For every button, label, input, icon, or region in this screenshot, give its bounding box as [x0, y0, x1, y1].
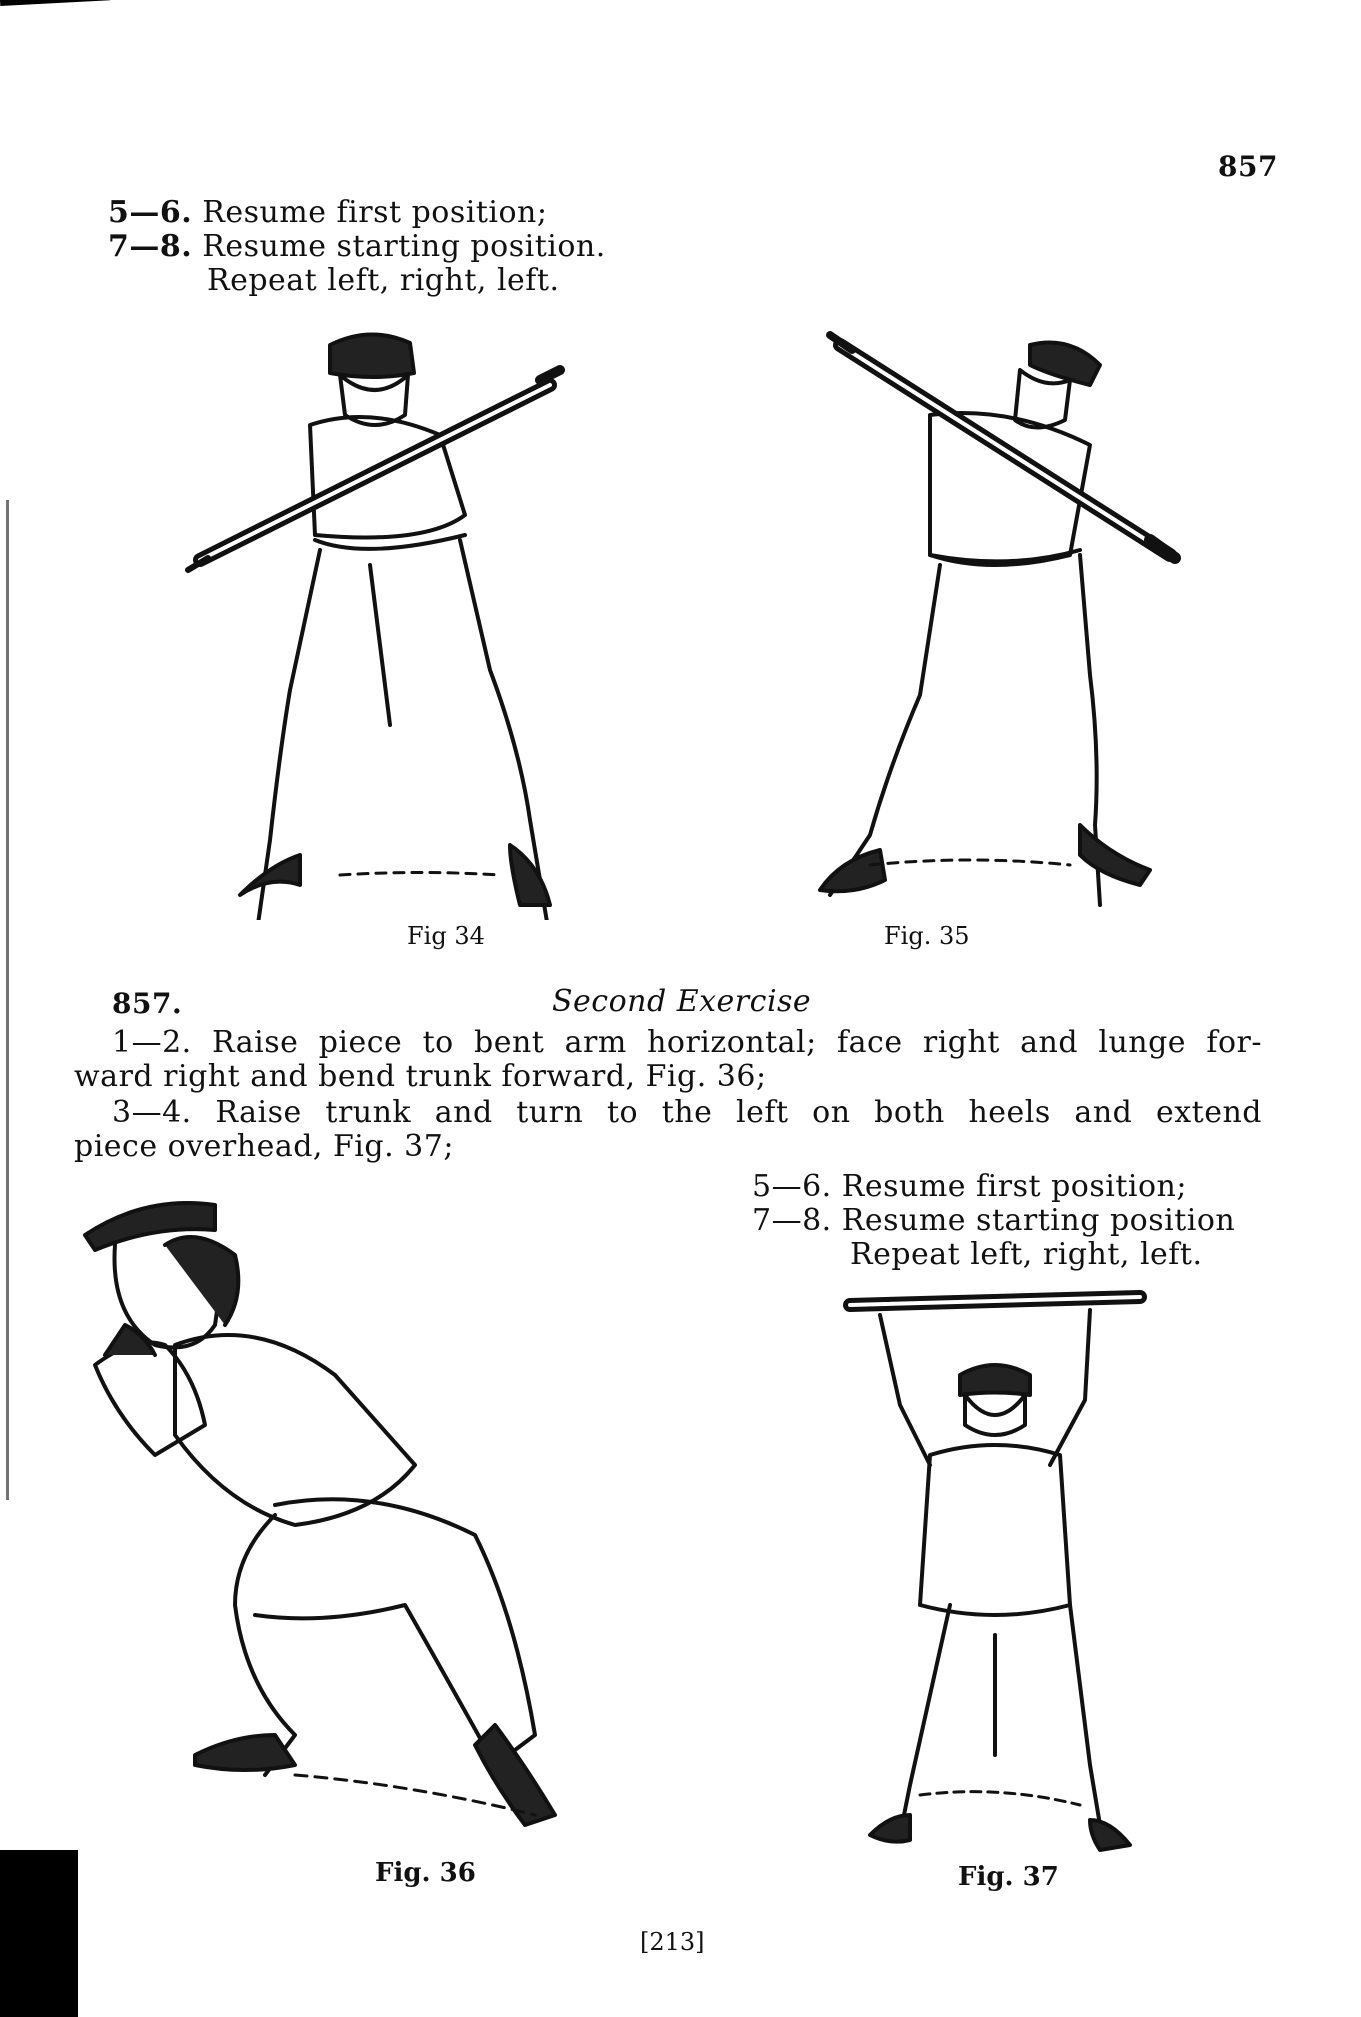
paragraph-1-line-1: 1—2. Raise piece to bent arm horizontal; face right and lunge for- [112, 1025, 1262, 1060]
step-repeat [850, 1238, 1203, 1272]
prev-step-2-text: Resume starting position. [202, 229, 606, 264]
scan-edge-line [6, 500, 9, 1500]
figure-37-caption: Fig. 37 [958, 1862, 1059, 1892]
prev-step-3-text: Repeat left, right, left. [207, 263, 560, 298]
section-number: 857. [112, 987, 183, 1020]
prev-step-1-text: Resume first position; [202, 195, 548, 230]
step-repeat-text: Repeat left, right, left. [850, 1237, 1203, 1272]
figure-35-caption: Fig. 35 [884, 922, 970, 950]
figure-36-illustration [75, 1185, 685, 1845]
page-number-top: 857 [1218, 150, 1278, 183]
step-5-6-num: 5—6. [752, 1169, 832, 1204]
step-5-6 [752, 1170, 1187, 1204]
page-number-bottom: [213] [640, 1928, 705, 1956]
scan-corner-mark [0, 0, 110, 6]
paragraph-2-line-1: 3—4. Raise trunk and turn to the left on both heels and extend [112, 1095, 1262, 1130]
step-7-8 [752, 1204, 1235, 1238]
step-7-8-num: 7—8. [752, 1203, 832, 1238]
step-7-8-text: Resume starting position [841, 1203, 1236, 1238]
figure-37-illustration [840, 1275, 1150, 1855]
figure-35-illustration [730, 325, 1200, 920]
prev-step-2 [108, 230, 606, 264]
paragraph-2-line-2: piece overhead, Fig. 37; [74, 1129, 454, 1164]
figure-36-caption: Fig. 36 [375, 1858, 476, 1888]
prev-step-1 [108, 196, 547, 230]
prev-step-3 [207, 264, 560, 298]
figure-34-illustration [180, 325, 650, 920]
figure-34-caption: Fig 34 [407, 922, 485, 950]
prev-step-2-num: 7—8. [108, 229, 193, 264]
prev-step-1-num: 5—6. [108, 195, 193, 230]
step-5-6-text: Resume first position; [841, 1169, 1187, 1204]
scan-edge-shadow [0, 1850, 78, 2017]
paragraph-1-line-2: ward right and bend trunk forward, Fig. 36; [74, 1059, 767, 1094]
section-title: Second Exercise [552, 984, 812, 1019]
